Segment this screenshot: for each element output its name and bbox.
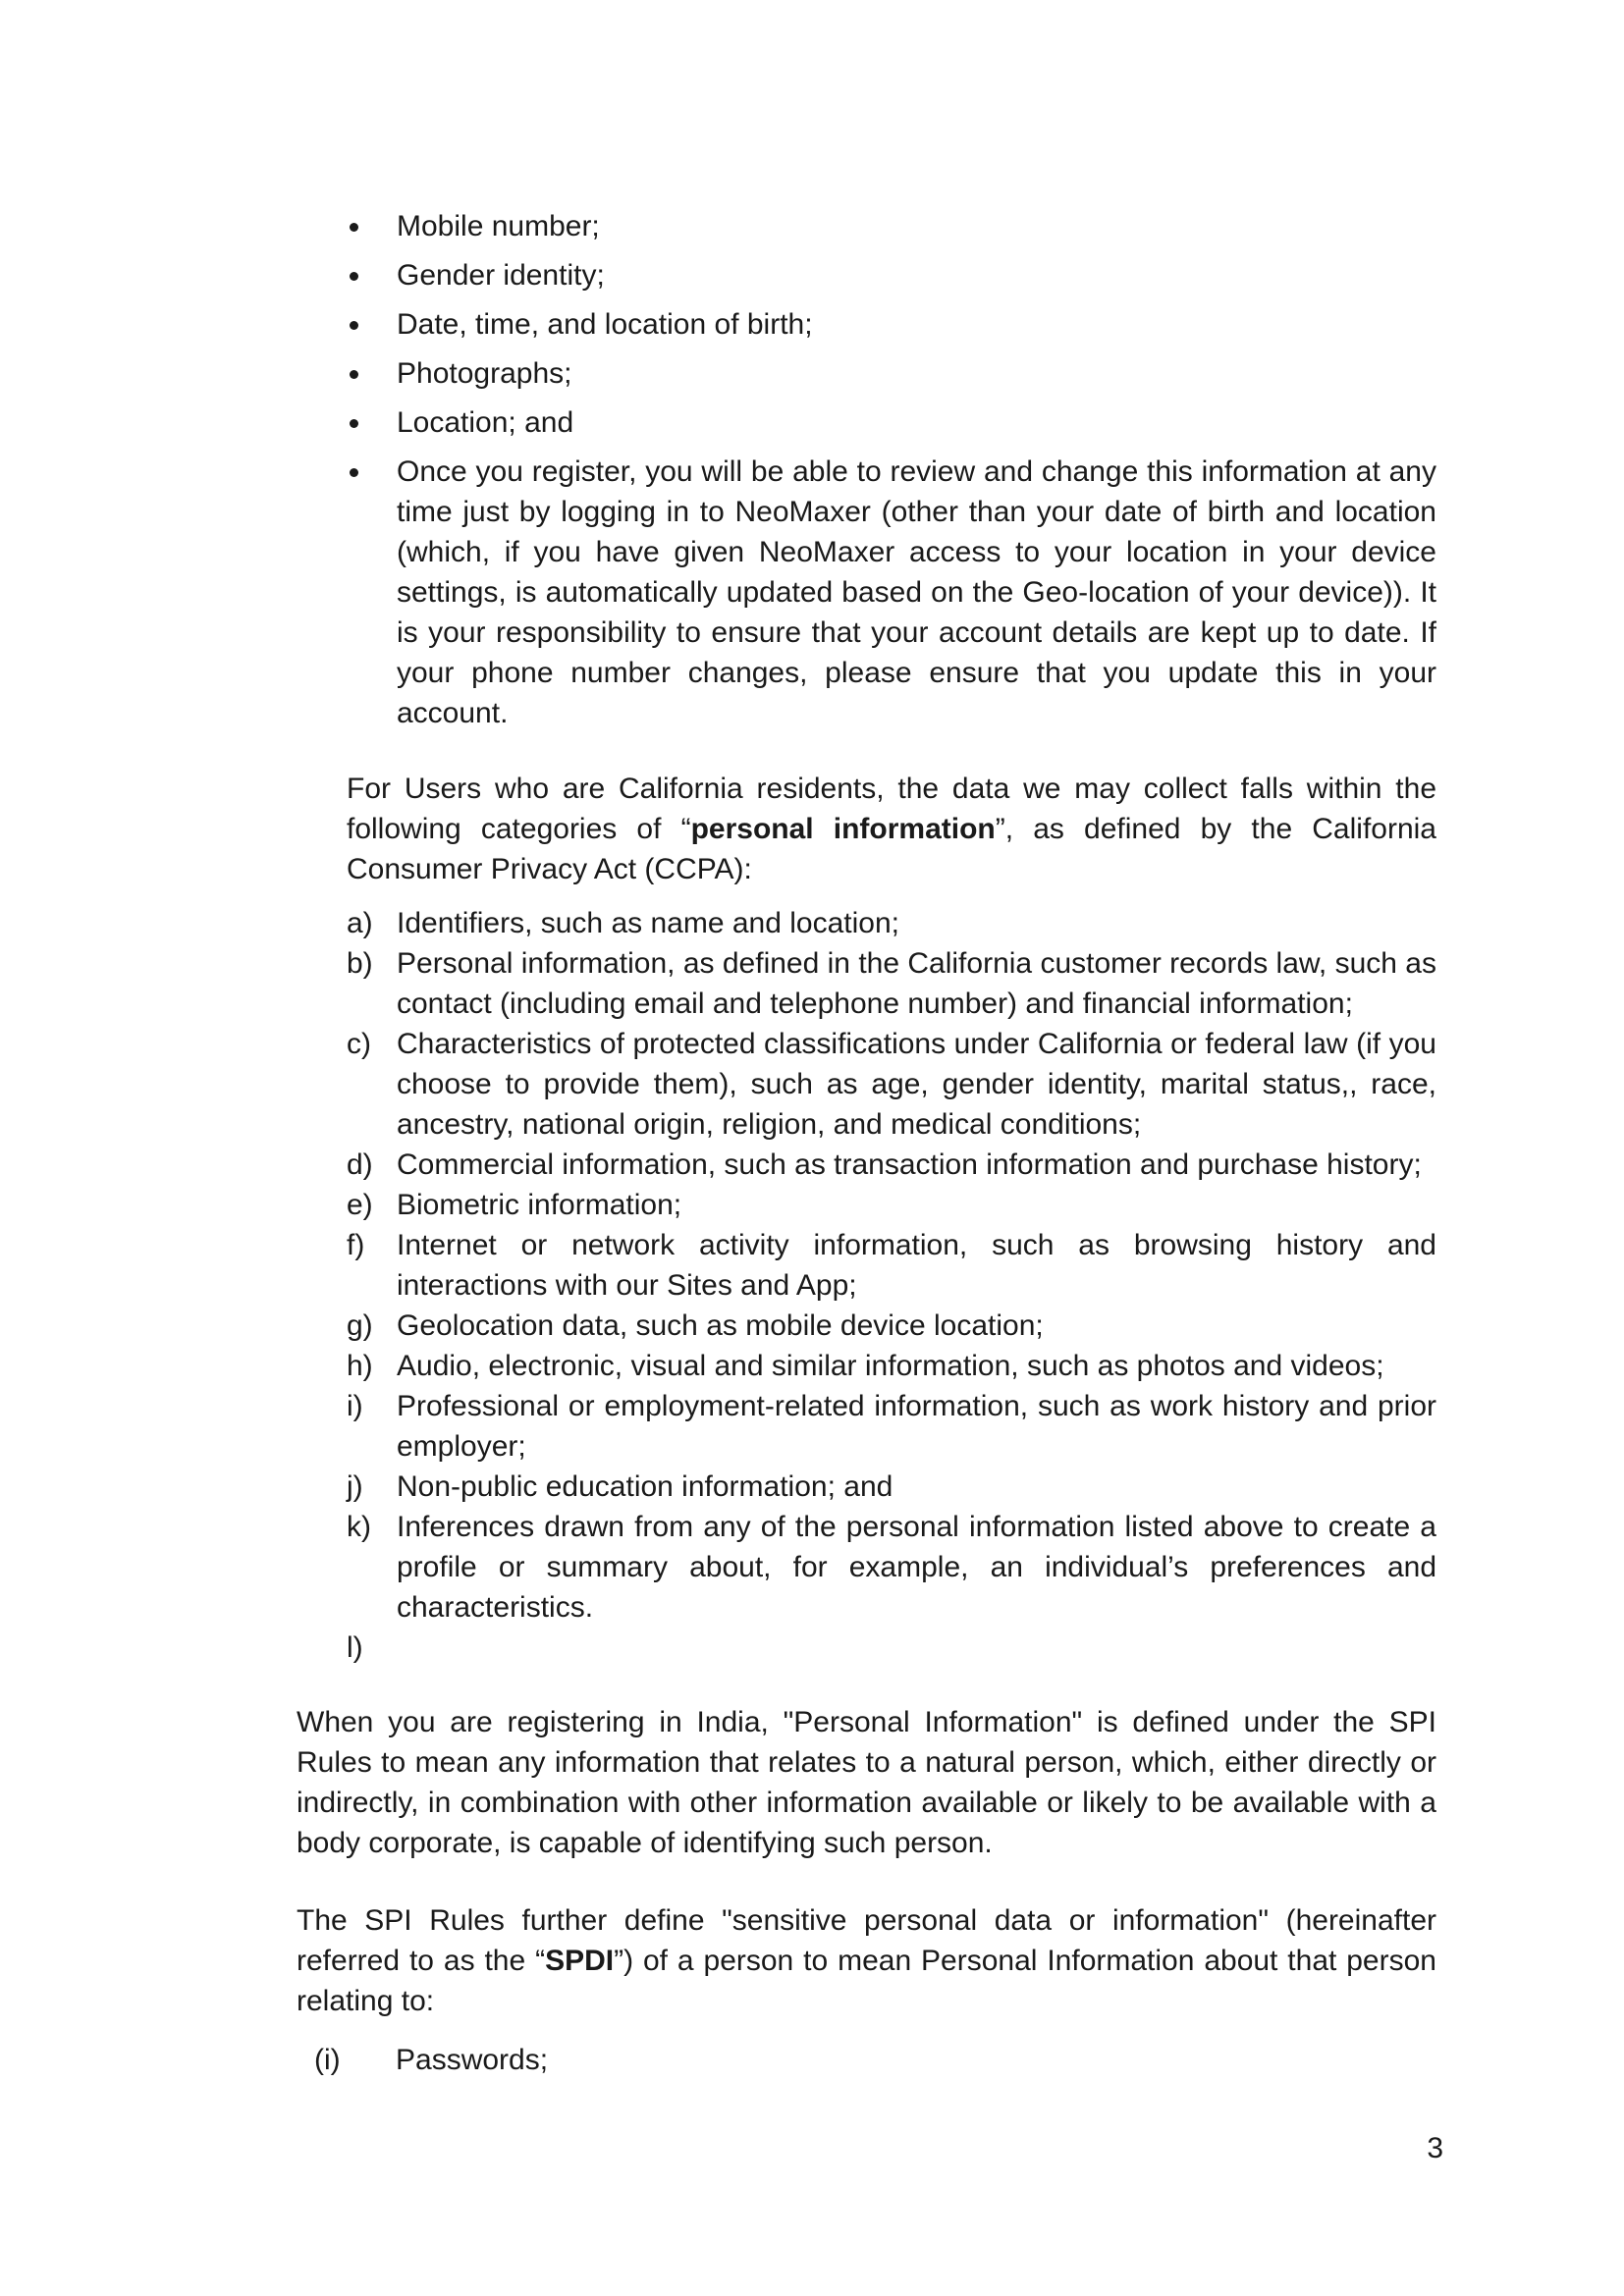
list-item	[347, 903, 1436, 943]
spi-paragraph: The SPI Rules further define "sensitive personal data or information" (hereinafter referred to as the “SPDI”) of a person to mean Personal Information about that person relating to:	[297, 1904, 1436, 2017]
list-marker: g)	[347, 1309, 373, 1342]
list-item	[347, 943, 1436, 1024]
bullet-item	[347, 402, 1436, 443]
list-marker: b)	[347, 947, 373, 980]
list-item	[347, 1306, 1436, 1346]
list-item	[347, 1467, 1436, 1507]
list-text: Identifiers, such as name and location;	[397, 907, 899, 939]
bullet-text: Once you register, you will be able to review and change this information at any time just by logging in to NeoMaxer (other than your date of birth and location (which, if you have given NeoMaxer access to your location in your device settings, is automatically updated based on the Geo-location of your device)). It is your responsibility to ensure that your account details are kept up to date. If your phone number changes, please ensure that you update this in your account.	[397, 455, 1436, 729]
ccpa-categories-list	[347, 903, 1436, 1668]
list-item	[347, 1507, 1436, 1628]
spdi-term: SPDI	[545, 1945, 615, 1977]
bullet-icon	[350, 370, 358, 379]
list-text: Professional or employment-related information, such as work history and prior employer;	[397, 1390, 1436, 1463]
list-text: Commercial information, such as transaction information and purchase history;	[397, 1148, 1422, 1181]
personal-information-term: personal information	[690, 813, 996, 845]
list-marker: k)	[347, 1511, 371, 1543]
list-marker: f)	[347, 1229, 365, 1261]
bullet-icon	[350, 321, 358, 330]
bullet-icon	[350, 419, 358, 428]
bullet-icon	[350, 272, 358, 281]
bullet-item	[347, 206, 1436, 246]
collected-data-bullet-list	[347, 206, 1436, 742]
list-text: Internet or network activity information, such as browsing history and interactions with our Sites and App;	[397, 1229, 1436, 1302]
bullet-item	[347, 353, 1436, 394]
list-marker: (i)	[314, 2044, 341, 2076]
bullet-icon	[350, 468, 358, 477]
india-paragraph: When you are registering in India, "Personal Information" is defined under the SPI Rules to mean any information that relates to a natural person, which, either directly or indirectly, in combination with other information available or likely to be available with a body corporate, is capable of identifying such person.	[297, 1706, 1436, 1859]
list-item	[347, 1346, 1436, 1386]
list-text: Biometric information;	[397, 1189, 682, 1221]
list-item	[347, 1145, 1436, 1185]
list-marker: i)	[347, 1390, 363, 1422]
bullet-item	[347, 304, 1436, 345]
list-text: Geolocation data, such as mobile device location;	[397, 1309, 1044, 1342]
list-text: Inferences drawn from any of the personal information listed above to create a profile or summary about, for example, an individual’s preferences and characteristics.	[397, 1511, 1436, 1624]
list-marker: e)	[347, 1189, 373, 1221]
list-marker: d)	[347, 1148, 373, 1181]
list-marker: h)	[347, 1350, 373, 1382]
list-marker: c)	[347, 1028, 371, 1060]
bullet-icon	[350, 223, 358, 232]
bullet-text: Location; and	[397, 406, 574, 439]
bullet-text: Date, time, and location of birth;	[397, 308, 813, 341]
list-text: Audio, electronic, visual and similar information, such as photos and videos;	[397, 1350, 1384, 1382]
bullet-text: Mobile number;	[397, 210, 600, 242]
list-item	[347, 1386, 1436, 1467]
list-text: Non-public education information; and	[397, 1470, 893, 1503]
list-item	[347, 1024, 1436, 1145]
list-marker: a)	[347, 907, 373, 939]
bullet-item	[347, 255, 1436, 295]
bullet-text: Photographs;	[397, 357, 572, 390]
list-marker: l)	[347, 1631, 363, 1664]
list-text: Personal information, as defined in the California customer records law, such as contact (including email and telephone number) and financial information;	[397, 947, 1436, 1020]
bullet-text: Gender identity;	[397, 259, 605, 292]
list-item	[347, 1628, 1436, 1668]
list-item	[347, 1185, 1436, 1225]
list-text: Passwords;	[396, 2044, 549, 2076]
bullet-item	[347, 452, 1436, 733]
list-marker: j)	[347, 1470, 363, 1503]
list-item	[347, 1225, 1436, 1306]
page-number: 3	[1427, 2132, 1443, 2164]
california-paragraph: For Users who are California residents, the data we may collect falls within the following categories of “personal information”, as defined by the California Consumer Privacy Act (CCPA):	[347, 773, 1436, 885]
list-text: Characteristics of protected classifications under California or federal law (if you choose to provide them), such as age, gender identity, marital status,, race, ancestry, national origin, religion, and medical conditions;	[397, 1028, 1436, 1141]
